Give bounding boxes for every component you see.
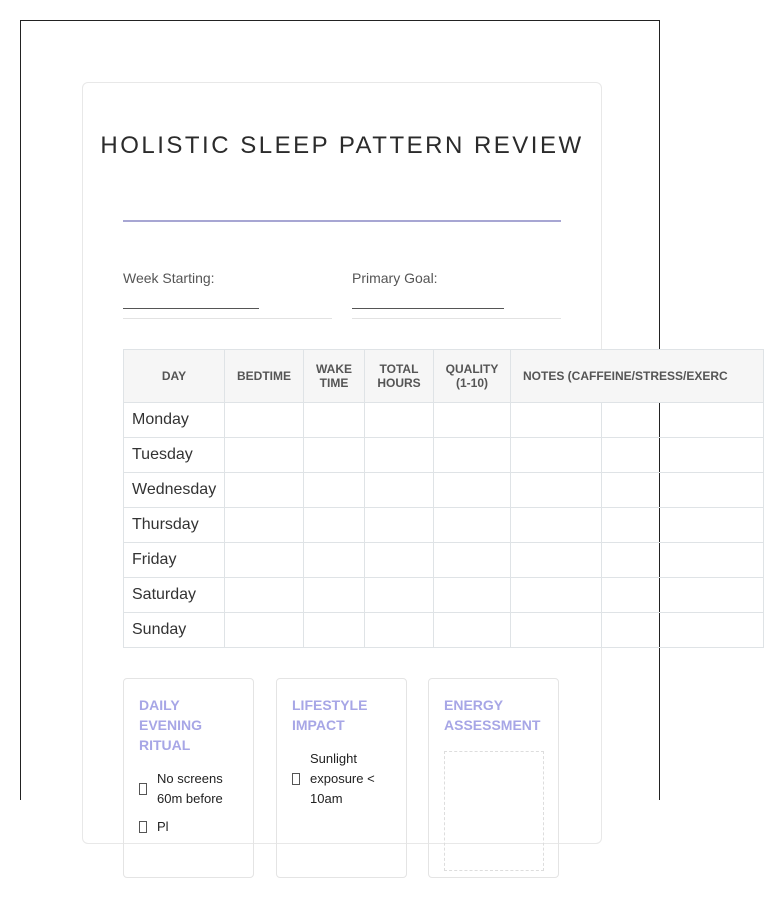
page-title: HOLISTIC SLEEP PATTERN REVIEW <box>100 132 584 159</box>
notes-cell[interactable] <box>602 438 764 473</box>
bedtime-cell[interactable] <box>225 543 304 578</box>
week-starting-writing-line <box>123 308 259 309</box>
column-header-quality: QUALITY (1-10) <box>434 350 511 403</box>
notes-cell[interactable] <box>602 578 764 613</box>
bedtime-cell[interactable] <box>225 403 304 438</box>
wake-time-cell[interactable] <box>304 578 365 613</box>
lifestyle-checklist-item[interactable] <box>292 749 391 809</box>
column-header-wake-time: WAKE TIME <box>304 350 365 403</box>
total-hours-cell[interactable] <box>365 578 434 613</box>
bedtime-cell[interactable] <box>225 438 304 473</box>
notes-cell[interactable] <box>511 508 602 543</box>
energy-assessment-title: ENERGY ASSESSMENT <box>444 697 541 733</box>
lifestyle-impact-panel <box>276 678 407 878</box>
total-hours-cell[interactable] <box>365 613 434 648</box>
sleep-review-card <box>82 82 728 844</box>
notes-cell[interactable] <box>602 613 764 648</box>
column-header-day: DAY <box>124 350 225 403</box>
day-cell: Monday <box>124 403 225 438</box>
week-starting-label: Week Starting: <box>123 270 215 286</box>
page-frame <box>20 20 728 834</box>
day-cell: Tuesday <box>124 438 225 473</box>
notes-cell[interactable] <box>602 543 764 578</box>
quality-cell[interactable] <box>434 508 511 543</box>
primary-goal-writing-line <box>352 308 504 309</box>
total-hours-cell[interactable] <box>365 403 434 438</box>
day-cell: Saturday <box>124 578 225 613</box>
total-hours-cell[interactable] <box>365 508 434 543</box>
day-cell: Sunday <box>124 613 225 648</box>
quality-cell[interactable] <box>434 543 511 578</box>
table-header-row <box>124 350 764 403</box>
wake-time-cell[interactable] <box>304 613 365 648</box>
quality-cell[interactable] <box>434 578 511 613</box>
bedtime-cell[interactable] <box>225 613 304 648</box>
total-hours-cell[interactable] <box>365 473 434 508</box>
day-cell: Wednesday <box>124 473 225 508</box>
total-hours-cell[interactable] <box>365 438 434 473</box>
table-row <box>124 578 764 613</box>
notes-cell[interactable] <box>511 438 602 473</box>
bedtime-cell[interactable] <box>225 473 304 508</box>
column-header-bedtime: BEDTIME <box>225 350 304 403</box>
checkbox-icon[interactable] <box>139 821 147 833</box>
bedtime-cell[interactable] <box>225 578 304 613</box>
wake-time-cell[interactable] <box>304 473 365 508</box>
primary-goal-field[interactable] <box>352 270 561 286</box>
notes-cell[interactable] <box>511 578 602 613</box>
primary-goal-underline <box>352 318 561 319</box>
notes-cell[interactable] <box>511 543 602 578</box>
table-row <box>124 438 764 473</box>
evening-ritual-panel <box>123 678 254 878</box>
column-header-total-hours: TOTAL HOURS <box>365 350 434 403</box>
notes-cell[interactable] <box>602 508 764 543</box>
lifestyle-impact-title: LIFESTYLE IMPACT <box>292 697 368 733</box>
sleep-log-table <box>123 349 764 648</box>
quality-cell[interactable] <box>434 438 511 473</box>
energy-assessment-panel <box>428 678 559 878</box>
wake-time-cell[interactable] <box>304 543 365 578</box>
day-cell: Friday <box>124 543 225 578</box>
week-starting-field[interactable] <box>123 270 332 286</box>
wake-time-cell[interactable] <box>304 403 365 438</box>
table-row <box>124 508 764 543</box>
ritual-item-label: Pl <box>157 819 169 834</box>
table-row <box>124 403 764 438</box>
wake-time-cell[interactable] <box>304 508 365 543</box>
checkbox-icon[interactable] <box>292 773 300 785</box>
table-row <box>124 613 764 648</box>
total-hours-cell[interactable] <box>365 543 434 578</box>
notes-cell[interactable] <box>511 403 602 438</box>
title-divider <box>123 220 561 222</box>
ritual-checklist-item[interactable] <box>139 769 238 809</box>
quality-cell[interactable] <box>434 473 511 508</box>
notes-cell[interactable] <box>511 613 602 648</box>
checkbox-icon[interactable] <box>139 783 147 795</box>
lifestyle-item-label: Sunlight exposure < 10am <box>310 751 375 806</box>
week-starting-underline <box>123 318 332 319</box>
notes-cell[interactable] <box>602 473 764 508</box>
bedtime-cell[interactable] <box>225 508 304 543</box>
quality-cell[interactable] <box>434 403 511 438</box>
energy-notes-box[interactable] <box>444 751 544 871</box>
ritual-checklist-item[interactable] <box>139 817 238 837</box>
notes-cell[interactable] <box>511 473 602 508</box>
quality-cell[interactable] <box>434 613 511 648</box>
evening-ritual-title: DAILY EVENING RITUAL <box>139 697 203 753</box>
wake-time-cell[interactable] <box>304 438 365 473</box>
notes-cell[interactable] <box>602 403 764 438</box>
table-row <box>124 543 764 578</box>
primary-goal-label: Primary Goal: <box>352 270 438 286</box>
day-cell: Thursday <box>124 508 225 543</box>
column-header-notes: NOTES (CAFFEINE/STRESS/EXERC <box>511 350 764 403</box>
ritual-item-label: No screens 60m before <box>157 771 223 806</box>
table-row <box>124 473 764 508</box>
